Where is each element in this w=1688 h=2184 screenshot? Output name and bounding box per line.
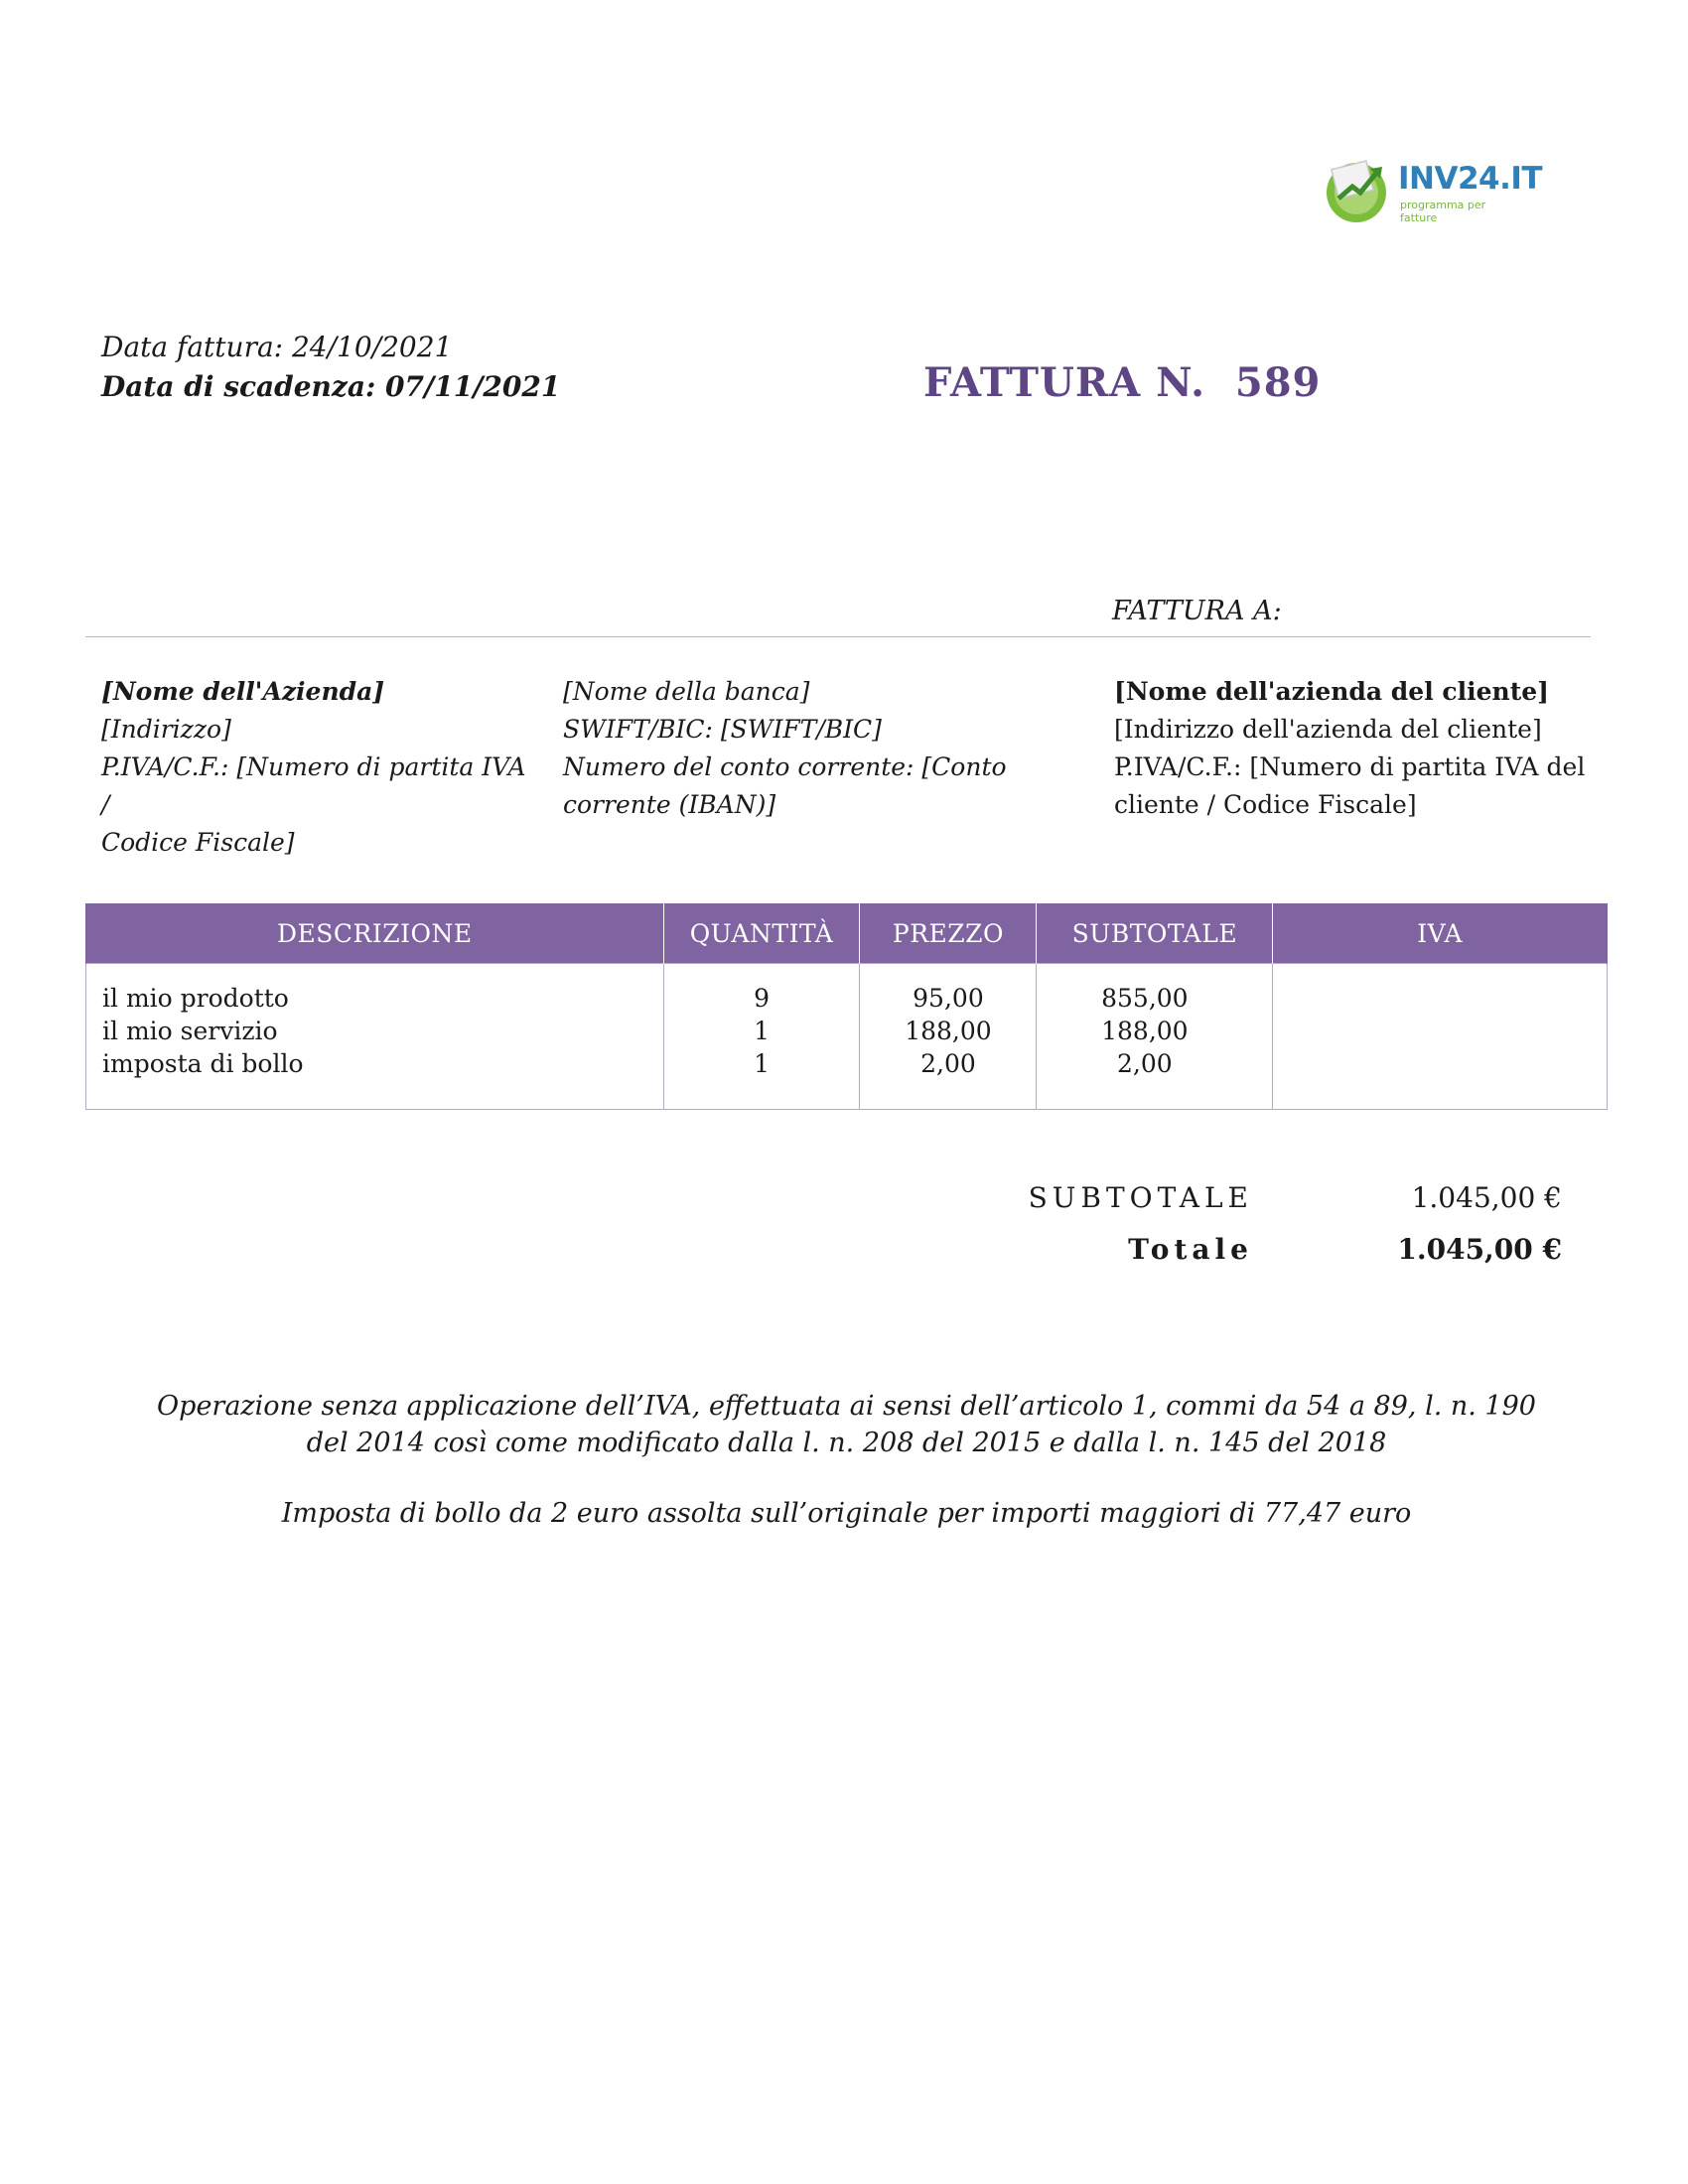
client-info (1114, 673, 1591, 824)
row-description: il mio servizio (102, 1017, 278, 1045)
vat-cell (1273, 964, 1608, 1110)
items-table (85, 903, 1608, 1110)
row-quantity: 1 (754, 1049, 770, 1078)
due-date: Data di scadenza: 07/11/2021 (101, 370, 561, 403)
bank-name: [Nome della banca] (563, 677, 810, 706)
logo-tagline: programma per fatture (1400, 199, 1486, 224)
sender-vat-line2: Codice Fiscale] (101, 828, 295, 857)
header-vat: IVA (1273, 903, 1608, 964)
subtotal-cell (1037, 964, 1273, 1110)
legal-notes (85, 1388, 1608, 1566)
row-subtotal: 855,00 (1101, 984, 1189, 1013)
invoice-date: Data fattura: 24/10/2021 (101, 331, 453, 363)
bank-account-line2: corrente (IBAN)] (563, 790, 776, 819)
header-quantity: QUANTITÀ (663, 903, 860, 964)
total-row (1013, 1233, 1569, 1285)
bank-account-line1: Numero del conto corrente: [Conto (563, 752, 1007, 781)
sender-address: [Indirizzo] (101, 715, 231, 744)
totals-block (1013, 1181, 1569, 1285)
quantity-cell (663, 964, 860, 1110)
row-subtotal: 188,00 (1101, 1017, 1189, 1045)
sender-name: [Nome dell'Azienda] (101, 677, 385, 706)
row-description: imposta di bollo (102, 1049, 304, 1078)
price-cell (860, 964, 1037, 1110)
row-quantity: 9 (754, 984, 770, 1013)
table-row (86, 964, 1608, 1110)
bank-swift: SWIFT/BIC: [SWIFT/BIC] (563, 715, 882, 744)
client-name: [Nome dell'azienda del cliente] (1114, 677, 1549, 706)
header-subtotal: SUBTOTALE (1037, 903, 1273, 964)
client-vat-line2: cliente / Codice Fiscale] (1114, 790, 1417, 819)
subtotal-row (1013, 1181, 1569, 1233)
sender-vat-line1: P.IVA/C.F.: [Numero di partita IVA / (101, 752, 526, 819)
header-description: DESCRIZIONE (86, 903, 664, 964)
row-description: il mio prodotto (102, 984, 289, 1013)
invoice-title: FATTURA N. 589 (923, 359, 1322, 406)
client-vat-line1: P.IVA/C.F.: [Numero di partita IVA del (1114, 752, 1586, 781)
divider (85, 636, 1591, 637)
total-value: 1.045,00 € (1397, 1233, 1562, 1266)
stamp-duty-note: Imposta di bollo da 2 euro assolta sull’originale per importi maggiori di 77,47 euro (281, 1498, 1412, 1529)
sender-info (101, 673, 538, 862)
description-cell (86, 964, 664, 1110)
row-quantity: 1 (754, 1017, 770, 1045)
row-price: 188,00 (905, 1017, 992, 1045)
header-price: PREZZO (860, 903, 1037, 964)
invoice-dates (101, 328, 560, 407)
row-subtotal: 2,00 (1117, 1049, 1173, 1078)
bank-info (563, 673, 1020, 824)
table-header-row (86, 903, 1608, 964)
subtotal-value: 1.045,00 € (1411, 1181, 1562, 1214)
total-label: Totale (1128, 1233, 1253, 1266)
company-logo (1321, 149, 1543, 228)
bill-to-label: FATTURA A: (1112, 596, 1282, 626)
row-price: 95,00 (913, 984, 984, 1013)
logo-brand-text: INV24.IT (1398, 161, 1543, 197)
logo-mark-icon (1321, 153, 1396, 228)
row-price: 2,00 (920, 1049, 976, 1078)
subtotal-label: SUBTOTALE (1028, 1181, 1253, 1214)
client-address: [Indirizzo dell'azienda del cliente] (1114, 715, 1542, 744)
vat-exemption-note: Operazione senza applicazione dell’IVA, effettuata ai sensi dell’articolo 1, commi da 54 a 89, l. n. 190 del 2014 così come modificato dalla l. n. 208 del 2015 e dalla l. n. 145 del 2018 (157, 1391, 1536, 1458)
